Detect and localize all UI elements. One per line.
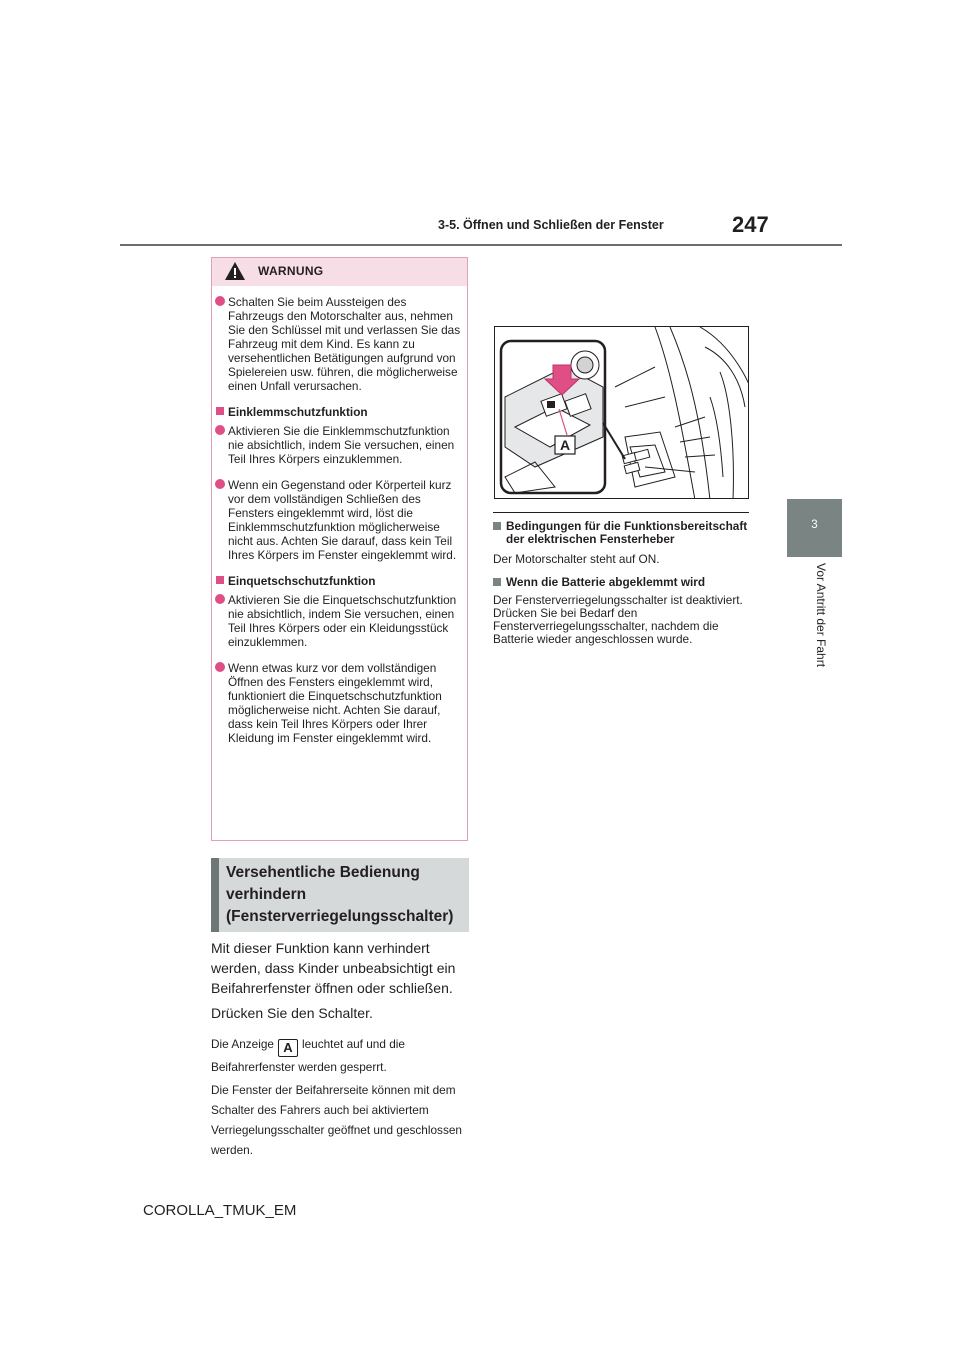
- section-title: Versehentliche Bedienung verhindern (Fensterverriegelungsschalter): [226, 864, 454, 925]
- warning-header: [212, 258, 467, 286]
- section-note: Die Anzeige A leuchtet auf und die Beifahrerfenster werden gesperrt.: [211, 1037, 405, 1074]
- section-intro: Mit dieser Funktion kann verhindert werden, dass Kinder unbeabsichtigt ein Beifahrerfenster öffnen oder schließen.: [211, 940, 456, 996]
- warning-subheading: Einquetschschutzfunktion: [215, 574, 461, 588]
- warning-item: Schalten Sie beim Aussteigen des Fahrzeugs den Motorschalter aus, nehmen Sie den Schlüssel mit und verlassen Sie das Fahrzeug mit dem Kind. Es kann zu versehentlichen Betätigungen aufgrund von Spielereien usw. führen, die möglicherweise einen Unfall verursachen.: [215, 295, 461, 393]
- warning-title: WARNUNG: [258, 264, 324, 278]
- figure-label-a: A: [559, 437, 571, 453]
- warning-item: Aktivieren Sie die Einklemmschutzfunktion nie absichtlich, indem Sie versuchen, einen Teil Ihres Körpers einzuklemmen.: [215, 424, 461, 466]
- conditions-block: [493, 520, 758, 646]
- square-bullet-icon: [216, 576, 224, 584]
- warning-subheading: Einklemmschutzfunktion: [215, 405, 461, 419]
- chapter-title: Vor Antritt der Fahrt: [814, 563, 828, 668]
- square-bullet-icon: [216, 407, 224, 415]
- battery-text: Der Fensterverriegelungsschalter ist deaktiviert. Drücken Sie bei Bedarf den Fensterverriegelungsschalter, nachdem die Batterie wieder angeschlossen wurde.: [493, 593, 743, 646]
- footer-model: COROLLA_TMUK_EM: [143, 1202, 297, 1219]
- warning-item: Wenn etwas kurz vor dem vollständigen Öffnen des Fensters eingeklemmt wird, funktioniert die Einquetschschutzfunktion möglicherweise nicht. Achten Sie darauf, dass kein Teil Ihres Körpers oder Ihrer Kleidung im Fenster eingeklemmt wird.: [215, 661, 461, 745]
- bullet-icon: [215, 296, 225, 306]
- bullet-icon: [215, 594, 225, 604]
- conditions-text: Der Motorschalter steht auf ON.: [493, 552, 660, 566]
- chapter-number: 3: [811, 519, 818, 531]
- header-divider: [120, 244, 842, 246]
- square-bullet-icon: [493, 578, 501, 586]
- indicator-badge: A: [278, 1039, 298, 1057]
- bullet-icon: [215, 479, 225, 489]
- section-header: 3-5. Öffnen und Schließen der Fenster: [438, 218, 664, 232]
- section-instruction: Drücken Sie den Schalter.: [211, 1005, 373, 1021]
- page-number: 247: [732, 212, 769, 237]
- warning-body: [215, 295, 461, 757]
- section-note2-part1: Die Fenster der Beifahrerseite können mit dem Schalter des Fahrers auch bei aktiviertem Verriegelungsschalter geöffnet und geschlossen werden.: [211, 1083, 462, 1157]
- battery-heading: Wenn die Batterie abgeklemmt wird: [493, 576, 758, 589]
- warning-item: Aktivieren Sie die Einquetschschutzfunktion nie absichtlich, indem Sie versuchen, einen Teil Ihres Körpers oder ein Kleidungsstück einzuklemmen.: [215, 593, 461, 649]
- window-lock-switch-figure: [494, 326, 749, 499]
- right-divider: [493, 512, 749, 513]
- bullet-icon: [215, 425, 225, 435]
- section-heading-bar: [211, 858, 219, 932]
- bullet-icon: [215, 662, 225, 672]
- door-panel-illustration: [495, 327, 749, 499]
- warning-triangle-icon: [224, 261, 246, 281]
- conditions-heading: Bedingungen für die Funktionsbereitschaft der elektrischen Fensterheber: [493, 520, 758, 546]
- warning-item: Wenn ein Gegenstand oder Körperteil kurz vor dem vollständigen Schließen des Fensters eingeklemmt wird, löst die Einklemmschutzfunktion möglicherweise nicht aus. Achten Sie darauf, dass kein Teil Ihres Körpers im Fenster eingeklemmt wird.: [215, 478, 461, 562]
- square-bullet-icon: [493, 522, 501, 530]
